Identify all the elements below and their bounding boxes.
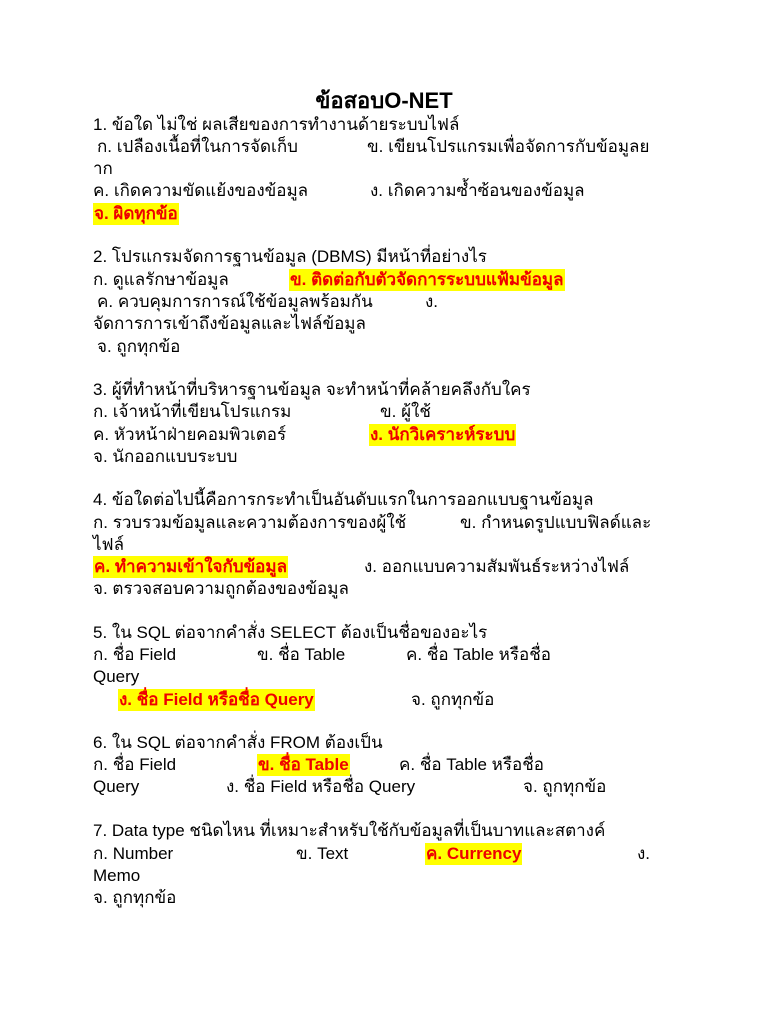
q4-choice-b-wrap: ไฟล์ [93, 535, 125, 554]
q3-choice-d-answer: ง. นักวิเคราะห์ระบบ [370, 425, 516, 444]
question-4-text: 4. ข้อใดต่อไปนี้คือการกระทำเป็นอันดับแรกในการออกแบบฐานข้อมูล [93, 490, 594, 509]
q5-choice-c: ค. ชื่อ Table หรือชื่อ [406, 645, 551, 664]
q1-choice-d: ง. เกิดความซ้ำซ้อนของข้อมูล [370, 181, 585, 200]
q6-choice-c-wrap: Query [93, 777, 140, 796]
q1-choice-a: ก. เปลืองเนื้อที่ในการจัดเก็บ [97, 137, 298, 156]
q1-choice-c: ค. เกิดความขัดแย้งของข้อมูล [93, 181, 309, 200]
q6-choice-c: ค. ชื่อ Table หรือชื่อ [399, 755, 544, 774]
q2-choice-b-answer: ข. ติดต่อกับตัวจัดการระบบแฟ้มข้อมูล [290, 270, 564, 289]
q4-choice-d: ง. ออกแบบความสัมพันธ์ระหว่างไฟล์ [364, 557, 630, 576]
q3-choice-e: จ. นักออกแบบระบบ [93, 447, 238, 466]
q6-choice-a: ก. ชื่อ Field [93, 755, 177, 774]
q3-choice-b: ข. ผู้ใช้ [380, 402, 431, 421]
q3-choice-c: ค. หัวหน้าฝ่ายคอมพิวเตอร์ [93, 425, 287, 444]
question-3-text: 3. ผู้ที่ทำหน้าที่บริหารฐานข้อมูล จะทำหน้าที่คล้ายคลึงกับใคร [93, 380, 531, 399]
q4-choice-a: ก. รวบรวมข้อมูลและความต้องการของผู้ใช้ [93, 513, 407, 532]
q2-choice-d-wrap: จัดการการเข้าถึงข้อมูลและไฟล์ข้อมูล [93, 314, 366, 333]
q4-choice-b: ข. กำหนดรูปแบบฟิลด์และ [460, 513, 652, 532]
question-5-text: 5. ใน SQL ต่อจากคำสั่ง SELECT ต้องเป็นชื่อของอะไร [93, 623, 488, 642]
q5-choice-e: จ. ถูกทุกข้อ [411, 690, 495, 709]
q2-choice-e: จ. ถูกทุกข้อ [97, 337, 181, 356]
q7-choice-c-answer: ค. Currency [426, 844, 522, 863]
q1-choice-b-wrap: าก [93, 159, 113, 178]
q1-choice-e-answer: จ. ผิดทุกข้อ [94, 204, 178, 223]
q5-choice-b: ข. ชื่อ Table [257, 645, 346, 664]
question-1-text: 1. ข้อใด ไม่ใช่ ผลเสียของการทำงานด้ายระบบไฟล์ [93, 115, 460, 134]
q5-choice-a: ก. ชื่อ Field [93, 645, 177, 664]
q2-choice-a: ก. ดูแลรักษาข้อมูล [93, 270, 229, 289]
q7-choice-d-wrap: Memo [93, 866, 141, 885]
q7-choice-b: ข. Text [296, 844, 349, 863]
q5-choice-c-wrap: Query [93, 667, 140, 686]
q6-choice-d: ง. ชื่อ Field หรือชื่อ Query [226, 777, 416, 796]
q2-choice-d: ง. [425, 292, 439, 311]
q7-choice-d: ง. [637, 844, 651, 863]
q7-choice-e: จ. ถูกทุกข้อ [93, 888, 177, 907]
q2-choice-c: ค. ควบคุมการการณ์ใช้ข้อมูลพร้อมกัน [97, 292, 373, 311]
q3-choice-a: ก. เจ้าหน้าที่เขียนโปรแกรม [93, 402, 292, 421]
q1-choice-b: ข. เขียนโปรแกรมเพื่อจัดการกับข้อมูลย [367, 137, 650, 156]
q7-choice-a: ก. Number [93, 844, 174, 863]
question-2-text: 2. โปรแกรมจัดการฐานข้อมูล (DBMS) มีหน้าที่อย่างไร [93, 247, 487, 266]
question-6-text: 6. ใน SQL ต่อจากคำสั่ง FROM ต้องเป็น [93, 733, 383, 752]
question-7-text: 7. Data type ชนิดไหน ที่เหมาะสำหรับใช้กับข้อมูลที่เป็นบาทและสตางค์ [93, 821, 606, 840]
page-title: ข้อสอบO-NET [315, 88, 453, 113]
q6-choice-b-answer: ข. ชื่อ Table [258, 755, 349, 774]
q4-choice-c-answer: ค. ทำความเข้าใจกับข้อมูล [94, 557, 288, 576]
q4-choice-e: จ. ตรวจสอบความถูกต้องของข้อมูล [93, 579, 349, 598]
q6-choice-e: จ. ถูกทุกข้อ [523, 777, 607, 796]
q5-choice-d-answer: ง. ชื่อ Field หรือชื่อ Query [119, 690, 314, 709]
